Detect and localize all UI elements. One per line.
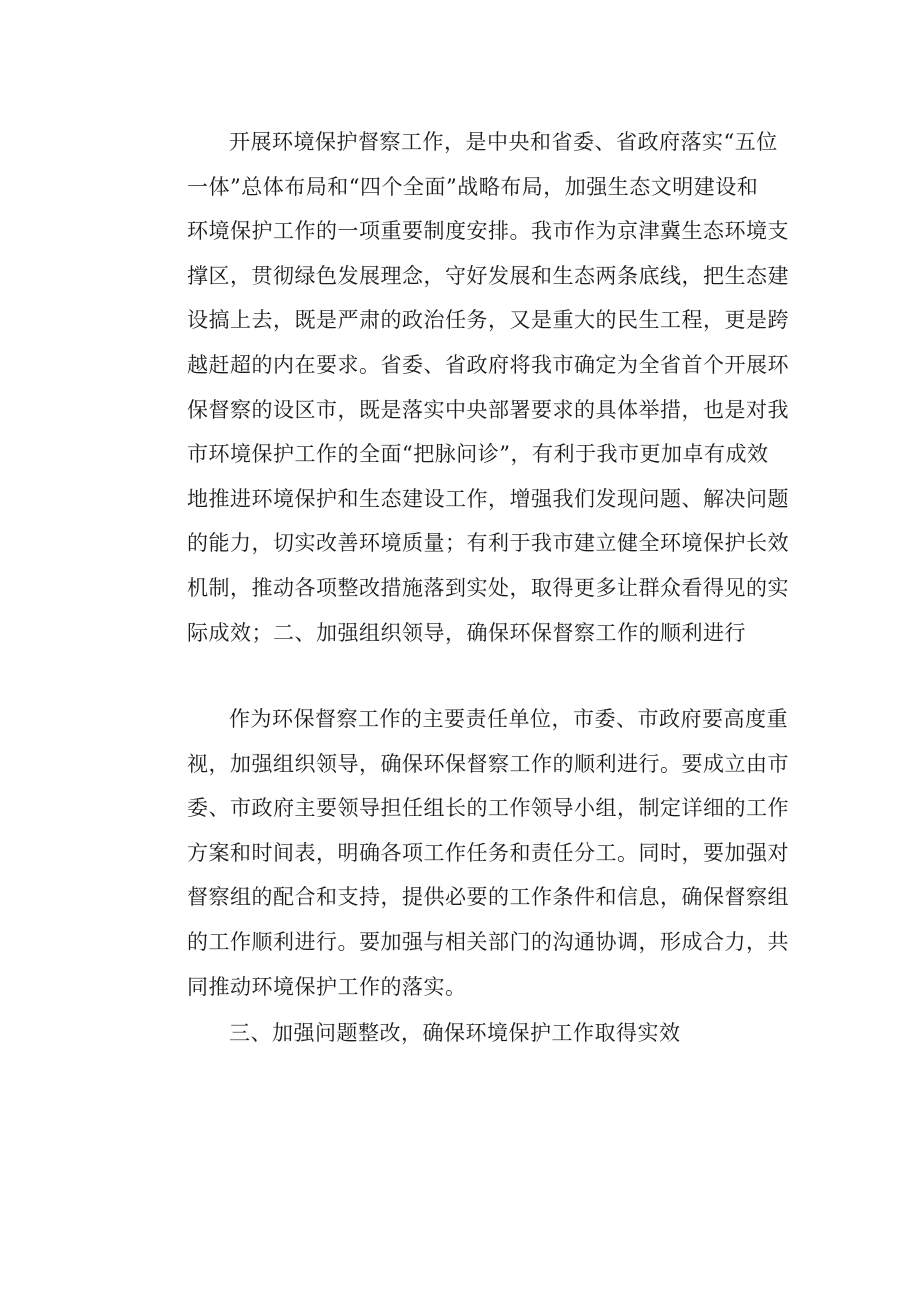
paragraph-line: 同推动环境保护工作的落实。 bbox=[187, 974, 467, 999]
paragraph-line: 的能力，切实改善环境质量；有利于我市建立健全环境保护长效 bbox=[187, 531, 789, 556]
paragraph-line: 撑区，贯彻绿色发展理念，守好发展和生态两条底线，把生态建 bbox=[187, 263, 789, 288]
paragraph-line: 的工作顺利进行。要加强与相关部门的沟通协调，形成合力，共 bbox=[187, 929, 789, 954]
paragraph-line: 作为环保督察工作的主要责任单位，市委、市政府要高度重 bbox=[229, 707, 788, 731]
paragraph-2 bbox=[187, 697, 789, 1009]
section-heading-text: 三、加强问题整改，确保环境保护工作取得实效 bbox=[229, 1021, 681, 1045]
paragraph-line: 越赶超的内在要求。省委、省政府将我市确定为全省首个开展环 bbox=[187, 352, 789, 377]
paragraph-line: 方案和时间表，明确各项工作任务和责任分工。同时，要加强对 bbox=[187, 840, 789, 865]
paragraph-line: 环境保护工作的一项重要制度安排。我市作为京津冀生态环境支 bbox=[187, 219, 789, 244]
paragraph-line: 开展环境保护督察工作，是中央和省委、省政府落实“五位 bbox=[229, 130, 778, 154]
section-heading bbox=[187, 1011, 747, 1056]
paragraph-1 bbox=[187, 120, 789, 655]
paragraph-line: 一体”总体布局和“四个全面”战略布局，加强生态文明建设和 bbox=[187, 174, 759, 199]
paragraph-line: 际成效；二、加强组织领导，确保环保督察工作的顺利进行 bbox=[187, 620, 746, 645]
paragraph-line: 保督察的设区市，既是落实中央部署要求的具体举措，也是对我 bbox=[187, 397, 789, 422]
paragraph-line: 设搞上去，既是严肃的政治任务，又是重大的民生工程，更是跨 bbox=[187, 308, 789, 333]
paragraph-line: 委、市政府主要领导担任组长的工作领导小组，制定详细的工作 bbox=[187, 796, 789, 821]
paragraph-line: 视，加强组织领导，确保环保督察工作的顺利进行。要成立由市 bbox=[187, 751, 789, 776]
paragraph-line: 督察组的配合和支持，提供必要的工作条件和信息，确保督察组 bbox=[187, 885, 789, 910]
paragraph-line: 地推进环境保护和生态建设工作，增强我们发现问题、解决问题 bbox=[187, 486, 789, 511]
paragraph-line: 市环境保护工作的全面“把脉问诊”，有利于我市更加卓有成效 bbox=[187, 442, 769, 467]
paragraph-line: 机制，推动各项整改措施落到实处，取得更多让群众看得见的实 bbox=[187, 575, 789, 600]
